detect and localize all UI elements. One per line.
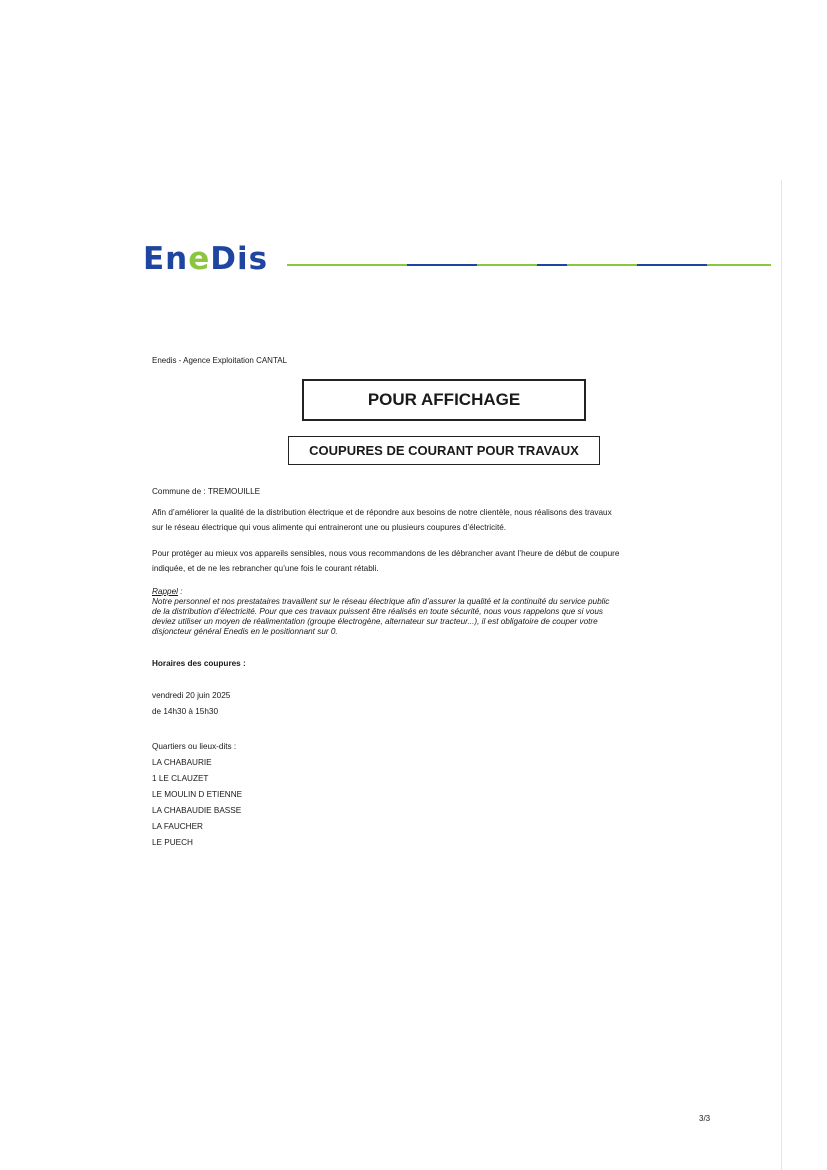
logo-text: EneDis xyxy=(143,241,269,277)
enedis-logo xyxy=(143,240,269,277)
list-item: LA CHABAURIE xyxy=(152,758,212,767)
reminder-paragraph: Rappel : Notre personnel et nos prestataires travaillent sur le réseau électrique afin d’assurer la qualité et la continuité du service public de la distribution d’électricité. Pour que ces travaux puissent être réalisés en toute sécurité, nous vous rappelons que si vous deviez utiliser un moyen de réalimentation (groupe électrogène, alternateur sur tracteur...), il est obligatoire de couper votre disjoncteur général Enedis en le positionnant sur 0. xyxy=(152,587,610,636)
places-heading: Quartiers ou lieux-dits : xyxy=(152,742,237,751)
intro-paragraph: Afin d’améliorer la qualité de la distribution électrique et de répondre aux besoins de notre clientèle, nous réalisons des travaux sur le réseau électrique qui vous alimente qui entraineront une ou plusieurs coupures d’électricité. xyxy=(152,508,612,532)
commune-line: Commune de : TREMOUILLE xyxy=(152,487,261,496)
reminder-title: Rappel xyxy=(152,587,178,596)
notice-title: POUR AFFICHAGE xyxy=(367,390,521,409)
page-number: 3/3 xyxy=(699,1114,711,1123)
schedule-date: vendredi 20 juin 2025 xyxy=(152,691,231,700)
list-item: 1 LE CLAUZET xyxy=(152,774,209,783)
page-edge xyxy=(781,180,782,1170)
schedule-block xyxy=(152,688,722,720)
list-item: LA CHABAUDIE BASSE xyxy=(152,806,242,815)
advice-paragraph: Pour protéger au mieux vos appareils sensibles, nous vous recommandons de les débrancher avant l’heure de début de coupure indiquée, et de ne les rebrancher qu’une fois le courant rétabli. xyxy=(152,549,620,573)
schedule-time: de 14h30 à 15h30 xyxy=(152,707,219,716)
notice-subtitle-box xyxy=(288,436,600,465)
places-block xyxy=(152,739,722,851)
notice-title-box xyxy=(302,379,586,421)
schedule-heading: Horaires des coupures : xyxy=(152,659,246,668)
notice-subtitle: COUPURES DE COURANT POUR TRAVAUX xyxy=(309,443,579,458)
list-item: LA FAUCHER xyxy=(152,822,203,831)
list-item: LE MOULIN D ETIENNE xyxy=(152,790,243,799)
logo-underline xyxy=(287,264,771,266)
sender-agency: Enedis - Agence Exploitation CANTAL xyxy=(152,356,288,365)
list-item: LE PUECH xyxy=(152,838,193,847)
